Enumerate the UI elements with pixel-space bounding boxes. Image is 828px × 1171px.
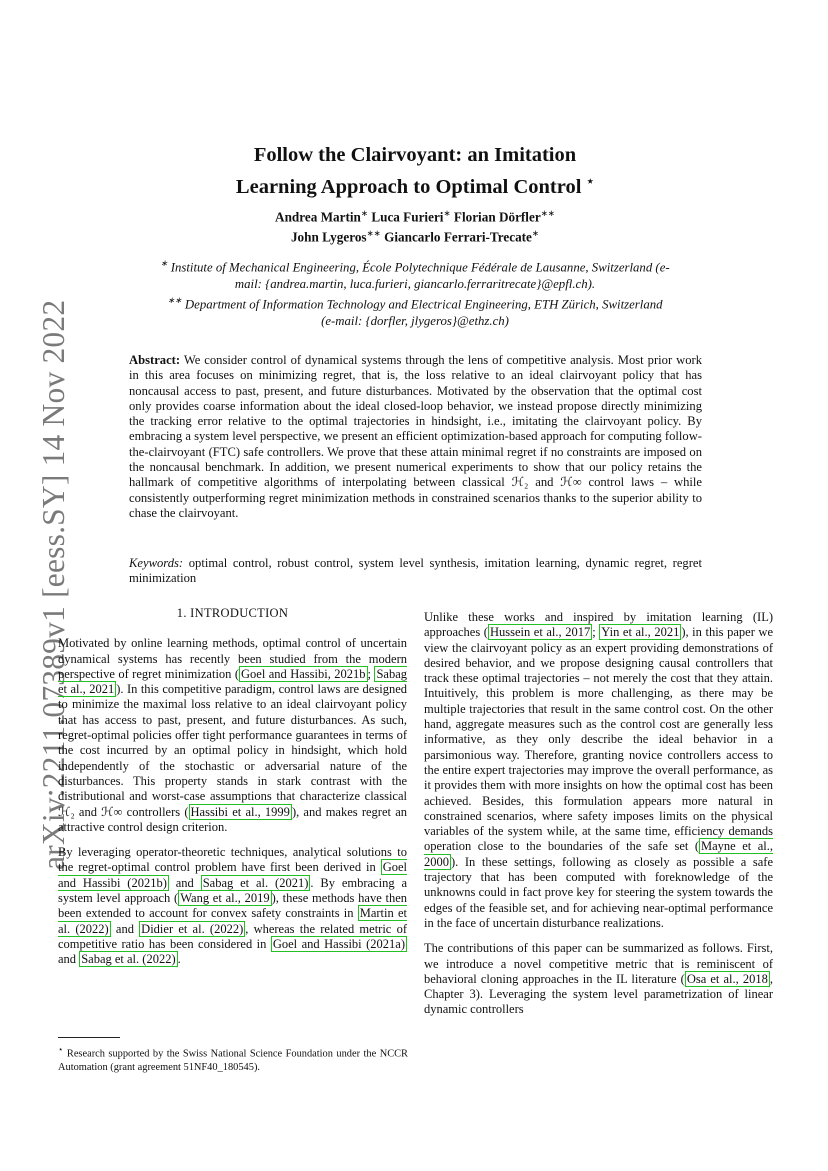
- author-row-2: [120, 225, 710, 245]
- author-mark: ∗∗: [540, 208, 555, 218]
- citation-link[interactable]: Wang et al., 2019: [180, 891, 270, 906]
- citation-link[interactable]: Mayne et al., 2000: [424, 839, 773, 869]
- citation-link[interactable]: Sabag et al. (2021): [202, 875, 309, 890]
- citation-link[interactable]: Sabag et al. (2022): [81, 952, 176, 967]
- citation-link[interactable]: Hussein et al., 2017: [489, 625, 591, 640]
- section-heading: 1. INTRODUCTION: [176, 606, 289, 620]
- abstract: [129, 353, 702, 521]
- author-mark: ∗∗: [366, 228, 381, 239]
- citation-link[interactable]: Yin et al., 2021: [601, 625, 680, 640]
- author-name: Andrea Martin: [275, 209, 361, 225]
- keywords-text: optimal control, robust control, system level synthesis, imitation learning, dynamic regret, regret minimization: [129, 556, 702, 586]
- footnote-text: Research supported by the Swiss National Science Foundation under the NCCR Automation (grant agreement 51NF40_180545).: [58, 1048, 408, 1073]
- author-list: [120, 205, 710, 246]
- keywords-label: Keywords:: [129, 556, 184, 570]
- author-mark: ∗: [360, 208, 369, 218]
- footnote-divider: [58, 1037, 120, 1038]
- affiliation-2: [160, 292, 670, 329]
- author-mark: ∗: [443, 208, 451, 218]
- title-footnote-mark: ⋆: [586, 174, 595, 188]
- citation-link[interactable]: Goel and Hassibi (2021a): [272, 936, 405, 951]
- abstract-text: We consider control of dynamical systems through the lens of competitive analysis. Most prior work in this area focuses on minimizing regret, that is, the loss relative to an ideal clairvoyant policy that has noncausal access to past, present, and future disturbances. Motivated by the observation that the optimal cost only provides coarse information about the ideal closed-loop behavior, we instead propose directly minimizing the tracking error relative to the optimal trajectories in hindsight, i.e., imitating the clairvoyant policy. By embracing a system level perspective, we present an efficient optimization-based approach for computing follow-the-clairvoyant (FTC) safe controllers. We prove that these attain minimal regret if no constraints are imposed on the noncausal benchmark. In addition, we present numerical experiments to show that our policy retains the hallmark of competitive algorithms of interpolating between classical ℋ₂ and ℋ∞ control laws – while consistently outperforming regret minimization methods in constrained scenarios thanks to the superior ability to chase the clairvoyant.: [129, 353, 703, 520]
- title-line-2-text: Learning Approach to Optimal Control: [235, 175, 582, 198]
- author-name: Luca Furieri: [371, 209, 444, 225]
- footnote: [58, 1043, 408, 1074]
- affiliations: [160, 255, 670, 330]
- affiliation-text: Institute of Mechanical Engineering, École Polytechnique Fédérale de Lausanne, Switzerland (e-mail: {andrea.martin, luca.furieri, giancarlo.ferraritrecate}@epfl.ch).: [170, 260, 670, 291]
- paragraph-intro-2: By leveraging operator-theoretic techniques, analytical solutions to the regret-optimal control problem have first been derived in Goel and Hassibi (2021b) and Sabag et al. (2021) . By embracing a system level approach ( Wang et al., 2019 ), these methods have then been extended to account for convex safety constraints in Martin et al. (2022) and Didier et al. (2022) , whereas the related metric of competitive ratio has been considered in Goel and Hassibi (2021a) and Sabag et al. (2022) .: [58, 845, 408, 967]
- author-name: Florian Dörfler: [453, 209, 541, 225]
- affiliation-mark: ∗: [160, 258, 168, 268]
- citation-link[interactable]: Goel and Hassibi, 2021b: [241, 666, 366, 681]
- left-column: [58, 606, 407, 978]
- paper-title: [120, 142, 710, 200]
- title-line-1: Follow the Clairvoyant: an Imitation: [253, 144, 577, 166]
- author-mark: ∗: [531, 228, 540, 239]
- citation-link[interactable]: Goel and Hassibi (2021b): [58, 860, 407, 890]
- affiliation-mark: ∗∗: [167, 295, 182, 306]
- paragraph-intro-1: Motivated by online learning methods, optimal control of uncertain dynamical systems has recently been studied from the modern perspective of regret minimization ( Goel and Hassibi, 2021b ; Sabag et al., 2021 ). In this competitive paradigm, control laws are designed to minimize the maximal loss relative to an ideal clairvoyant policy that has access to past, present, and future disturbances. As such, regret-optimal policies offer tight performance guarantees in terms of the cost incurred by an optimal policy in hindsight, which hold independently of the stochastic or adversarial nature of the disturbances. This property stands in stark contrast with the distributional and worst-case assumptions that characterize classical ℋ₂ and ℋ∞ controllers ( Hassibi et al., 1999 ), and makes regret an attractive control design criterion.: [58, 636, 407, 834]
- right-column: [424, 610, 773, 1028]
- citation-link[interactable]: Didier et al. (2022): [141, 921, 244, 936]
- arxiv-identifier-text: arXiv:2211.07389v1 [eess.SY] 14 Nov 2022: [36, 299, 71, 870]
- author-row-1: [120, 205, 710, 225]
- citation-link[interactable]: Osa et al., 2018: [686, 971, 768, 986]
- citation-link[interactable]: Hassibi et al., 1999: [190, 804, 290, 819]
- abstract-label: Abstract:: [129, 353, 181, 367]
- paragraph-intro-4: The contributions of this paper can be summarized as follows. First, we introduce a novel competitive metric that is reminiscent of behavioral cloning approaches in the IL literature ( Osa et al., 2018 , Chapter 3). Leveraging the system level parametrization of linear dynamic controllers: [424, 941, 773, 1017]
- keywords: [129, 556, 702, 587]
- affiliation-text: Department of Information Technology and Electrical Engineering, ETH Zürich, Switzerland (e-mail: {dorfler, jlygeros}@ethz.ch): [184, 297, 663, 329]
- citation-link[interactable]: Martin et al. (2022): [58, 906, 408, 936]
- title-line-2: [120, 168, 710, 200]
- citation-link[interactable]: Sabag et al., 2021: [58, 666, 407, 697]
- footnote-mark: ⋆: [58, 1044, 64, 1054]
- author-name: John Lygeros: [290, 229, 367, 245]
- arxiv-identifier: [6, 299, 71, 870]
- affiliation-1: [160, 255, 670, 292]
- author-name: Giancarlo Ferrari-Trecate: [384, 229, 532, 245]
- paragraph-intro-3: Unlike these works and inspired by imitation learning (IL) approaches ( Hussein et al., 2017 ; Yin et al., 2021 ), in this paper we view the clairvoyant policy as an expert providing demonstrations of desired behavior, and we propose designing causal controllers that track these optimal trajectories – not merely the cost that they attain. Intuitively, this problem is more challenging, as there may be multiple trajectories that result in the same control cost. On the other hand, aggregate measures such as the control cost are generally less informative, as they only describe the ideal behavior in a parsimonious way. Therefore, granting novice controllers access to the entire expert trajectories may improve the overall performance, as it provides them with more insights on how the optimal cost has been achieved. Besides, this formulation appears more natural in constrained scenarios, where safety imposes limits on the physical variables of the system while, at the same time, efficiency demands operation close to the boundaries of the safe set ( Mayne et al., 2000 ). In these settings, following as closely as possible a safe trajectory that has been computed with foreknowledge of the unknowns could in fact prove key for steering the system towards the edges of the feasible set, and for achieving near-optimal performance in the face of uncertain disturbance realizations.: [424, 610, 773, 930]
